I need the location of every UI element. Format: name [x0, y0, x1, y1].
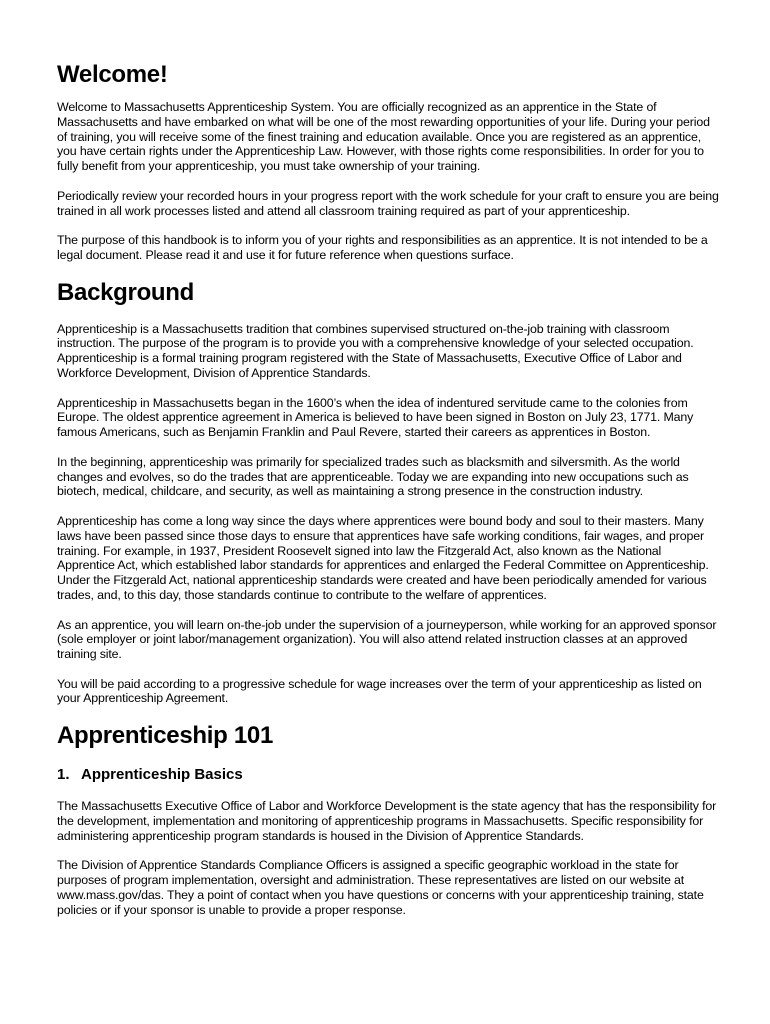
background-paragraph: In the beginning, apprenticeship was primarily for specialized trades such as blacksmith and silversmith. As the world changes and evolves, so do the trades that are apprenticeable. Today we are expanding into new occupations such as biotech, medical, childcare, and security, as well as maintaining a strong presence in the construction industry.: [57, 454, 689, 499]
basics-paragraph: The Massachusetts Executive Office of Labor and Workforce Development is the state agency that has the responsibility for the development, implementation and monitoring of apprenticeship programs in Massachusetts. Specific responsibility for administering apprenticeship program standards is housed in the Division of Apprentice Standards.: [57, 799, 717, 843]
background-paragraph: Apprenticeship is a Massachusetts tradition that combines supervised structured on-the-job training with classroom instruction. The purpose of the program is to provide you with a comprehensive knowledge of your selected occupation. Apprenticeship is a formal training program registered with the State of Massachusetts, Executive Office of Labor and Workforce Development, Division of Apprentice Standards.: [57, 321, 694, 380]
background-paragraph: As an apprentice, you will learn on-the-job under the supervision of a journeyperson, while working for an approved sponsor (sole employer or joint labor/management organization). You will also attend related instruction classes at an approved training site.: [57, 617, 717, 662]
basics-paragraph: The Division of Apprentice Standards Compliance Officers is assigned a specific geographic workload in the state for purposes of program implementation, oversight and administration. These representatives are listed on our website at www.mass.gov/das. They a point of contact when you have questions or concerns with your apprenticeship training, state policies or if your sponsor is unable to provide a proper response.: [57, 858, 704, 917]
welcome-paragraph: Welcome to Massachusetts Apprenticeship System. You are officially recognized as an apprentice in the State of Massachusetts and have embarked on what will be one of the most rewarding opportunities of your life. During your period of training, you will receive some of the finest training and education available. Once you are registered as an apprentice, you have certain rights under the Apprenticeship Law. However, with those rights come responsibilities. In order for you to fully benefit from your apprenticeship, you must take ownership of your training.: [57, 100, 710, 174]
apprenticeship-101-heading: Apprenticeship 101: [57, 722, 274, 750]
background-paragraph: Apprenticeship has come a long way since the days where apprentices were bound body and soul to their masters. Many laws have been passed since those days to ensure that apprentices have safe working conditions, fair wages, and proper training. For example, in 1937, President Roosevelt signed into law the Fitzgerald Act, also known as the National Apprentice Act, which established labor standards for apprentices and enlarged the Federal Committee on Apprenticeship. Under the Fitzgerald Act, national apprenticeship standards were created and have been periodically amended for various trades, and, to this day, those standards continue to contribute to the welfare of apprentices.: [57, 513, 709, 602]
subsection-heading: [57, 765, 719, 785]
welcome-paragraph: The purpose of this handbook is to inform you of your rights and responsibilities as an apprentice. It is not intended to be a legal document. Please read it and use it for future reference when questions surface.: [57, 233, 708, 262]
welcome-paragraph: Periodically review your recorded hours in your progress report with the work schedule for your craft to ensure you are being trained in all work processes listed and attend all classroom training required as part of your apprenticeship.: [57, 188, 719, 218]
background-paragraph: Apprenticeship in Massachusetts began in the 1600’s when the idea of indentured servitude came to the colonies from Europe. The oldest apprentice agreement in America is believed to have been signed in Boston on July 23, 1771. Many famous Americans, such as Benjamin Franklin and Paul Revere, started their careers as apprentices in Boston.: [57, 395, 694, 440]
background-heading: Background: [57, 278, 195, 306]
subsection-number: 1.: [57, 766, 70, 784]
welcome-heading: Welcome!: [57, 61, 168, 88]
background-paragraph: You will be paid according to a progressive schedule for wage increases over the term of your apprenticeship as listed on your Apprenticeship Agreement.: [57, 676, 702, 706]
document-page: [57, 60, 719, 932]
subsection-title: Apprenticeship Basics: [81, 766, 243, 784]
